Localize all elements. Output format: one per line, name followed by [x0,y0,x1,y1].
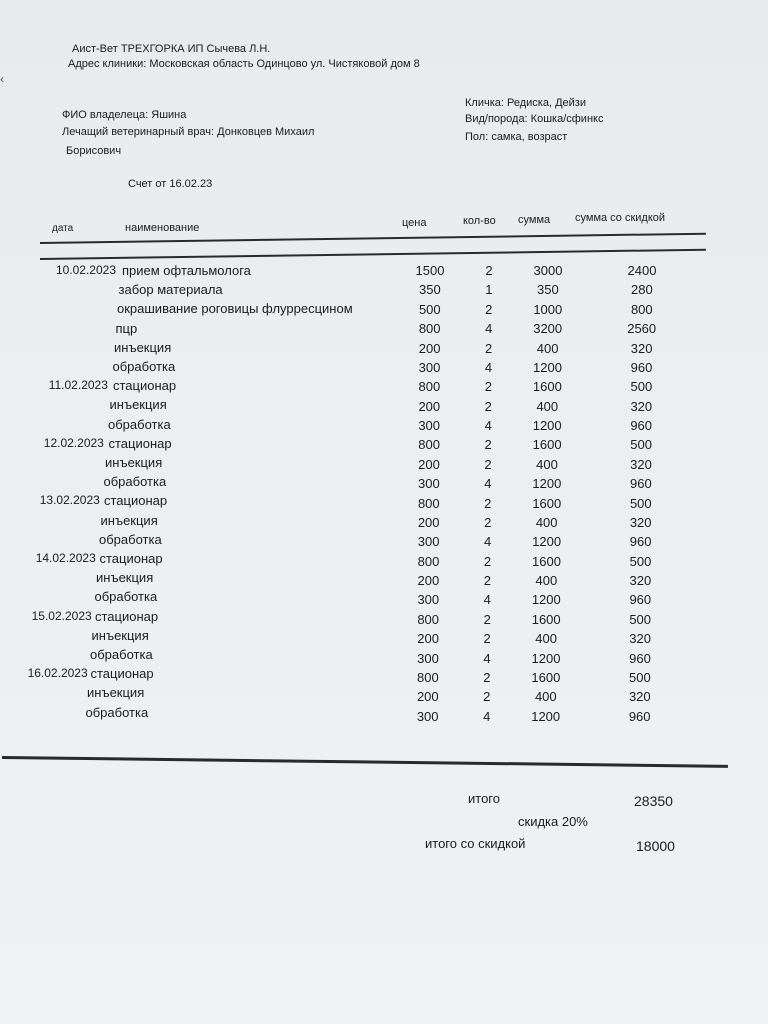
row-discounted-sum: 320 [630,398,653,414]
row-discounted-sum: 500 [630,437,652,453]
row-item-name: инъекция [114,339,172,355]
row-sum: 1200 [531,592,561,608]
row-sum: 400 [536,398,559,414]
row-date: 11.02.2023 [48,378,108,393]
col-header-price: цена [402,217,427,229]
total-value: 28350 [634,793,673,809]
row-date: 14.02.2023 [35,551,96,565]
row-price: 800 [417,611,440,627]
row-item-name: стационар [113,378,177,394]
table-row [0,359,768,377]
table-row [0,551,768,569]
row-item-name: инъекция [96,570,154,586]
row-item-name: стационар [99,551,163,566]
row-item-name: обработка [108,416,171,432]
doctor-name-line1: Лечащий ветеринарный врач: Донковцев Михаил [62,126,315,138]
row-qty: 2 [483,553,492,569]
row-item-name: стационар [104,493,168,509]
table-row [0,263,768,281]
table-row [0,493,768,511]
table-row [0,513,768,531]
table-row [0,666,768,684]
row-item-name: инъекция [100,512,158,528]
discounted-total-label: итого со скидкой [425,836,526,851]
row-sum: 1200 [532,476,562,492]
table-row [0,282,768,300]
row-qty: 4 [485,321,493,337]
row-sum: 1600 [532,437,562,453]
row-item-name: обработка [90,647,153,662]
table-row [0,685,768,703]
discounted-total-value: 18000 [636,838,675,854]
row-sum: 1600 [531,611,561,627]
row-price: 1500 [415,263,445,278]
row-qty: 2 [483,573,491,589]
row-sum: 1600 [532,495,562,511]
row-item-name: инъекция [105,455,163,470]
row-item-name: инъекция [109,397,167,413]
table-row [0,628,768,646]
row-price: 200 [418,398,441,414]
table-row [0,647,768,665]
row-price: 300 [416,708,439,724]
row-discounted-sum: 500 [629,611,652,627]
row-price: 800 [417,669,439,685]
row-price: 500 [418,301,441,317]
row-price: 800 [418,379,441,395]
row-date: 15.02.2023 [31,608,92,623]
table-row [0,378,768,396]
row-price: 300 [417,534,440,550]
row-qty: 2 [484,456,492,472]
doctor-name-line2: Борисович [66,145,122,157]
header-rule-top [40,233,706,244]
row-discounted-sum: 500 [630,379,653,395]
row-qty: 2 [483,631,491,647]
row-discounted-sum: 500 [629,495,652,511]
row-discounted-sum: 960 [629,650,651,666]
row-sum: 3000 [533,263,563,278]
row-price: 200 [418,340,441,356]
row-discounted-sum: 320 [629,573,652,589]
row-sum: 1600 [532,379,562,395]
row-discounted-sum: 320 [628,689,651,705]
row-item-name: обработка [94,589,158,605]
row-price: 800 [417,553,440,569]
pet-sex: Пол: самка, возраст [465,131,568,143]
row-discounted-sum: 960 [628,708,651,724]
row-discounted-sum: 320 [630,340,653,356]
margin-scratch-mark: ‹ [0,72,4,86]
row-sum: 400 [536,340,559,356]
clinic-name: Аист-Вет ТРЕХГОРКА ИП Сычева Л.Н. [72,43,271,55]
col-header-name: наименование [125,222,200,234]
row-price: 300 [418,476,440,492]
row-qty: 2 [483,669,491,685]
row-discounted-sum: 320 [630,456,652,472]
row-qty: 4 [483,592,491,608]
clinic-address: Адрес клиники: Московская область Одинцово ул. Чистяковой дом 8 [68,58,420,70]
row-qty: 2 [484,379,492,395]
row-sum: 3200 [533,321,563,337]
table-row [0,301,768,319]
table-end-rule [2,756,728,768]
row-item-name: обработка [99,531,162,547]
row-date: 10.02.2023 [55,263,116,277]
row-qty: 4 [484,418,492,434]
table-row [0,417,768,435]
row-sum: 400 [535,631,557,647]
row-qty: 4 [483,650,491,666]
row-item-name: инъекция [91,627,149,643]
row-sum: 1000 [533,301,563,317]
table-row [0,589,768,607]
row-item-name: стационар [90,666,154,682]
row-item-name: стационар [108,435,172,451]
row-sum: 350 [537,282,559,298]
row-price: 300 [417,592,440,608]
col-header-discounted: сумма со скидкой [575,212,666,224]
row-sum: 1200 [532,418,562,434]
row-price: 300 [418,359,441,375]
row-discounted-sum: 2400 [627,263,657,278]
row-price: 200 [417,573,440,589]
row-sum: 1200 [533,359,562,375]
row-item-name: обработка [85,704,149,720]
table-row [0,474,768,492]
row-sum: 1200 [532,534,562,550]
row-discounted-sum: 500 [629,553,652,569]
row-price: 800 [418,321,441,337]
row-qty: 2 [484,495,492,511]
row-date: 12.02.2023 [43,435,104,450]
row-price: 350 [419,282,441,298]
row-price: 300 [418,418,441,434]
row-item-name: стационар [95,608,159,624]
row-qty: 4 [484,476,492,492]
row-item-name: инъекция [87,685,145,701]
row-qty: 2 [484,398,492,414]
row-discounted-sum: 960 [630,476,652,492]
row-discounted-sum: 960 [629,534,652,550]
row-discounted-sum: 960 [630,418,653,434]
row-qty: 2 [485,263,493,278]
col-header-date: дата [52,223,74,234]
row-qty: 2 [484,340,493,356]
row-sum: 400 [534,689,557,705]
row-sum: 1600 [532,553,561,569]
header-rule-bottom [40,249,706,260]
table-row [0,609,768,627]
row-item-name: пцр [115,320,138,336]
row-price: 800 [417,495,440,511]
row-qty: 4 [484,359,493,375]
row-date: 16.02.2023 [27,666,88,681]
row-qty: 4 [483,534,492,550]
row-item-name: обработка [103,474,167,490]
row-sum: 1600 [531,669,561,685]
row-date: 13.02.2023 [39,493,100,508]
discount-label: скидка 20% [518,814,588,829]
row-price: 200 [417,631,439,647]
row-discounted-sum: 960 [629,592,652,608]
table-row [0,436,768,454]
table-row [0,570,768,588]
row-discounted-sum: 280 [631,282,653,298]
table-row [0,532,768,550]
row-price: 800 [418,437,440,453]
row-discounted-sum: 320 [629,514,652,530]
table-row [0,455,768,473]
row-qty: 2 [483,689,491,705]
pet-name: Кличка: Редиска, Дейзи [465,97,586,109]
row-qty: 2 [484,514,492,530]
pet-species: Вид/порода: Кошка/сфинкс [465,113,604,125]
col-header-qty: кол-во [463,215,496,227]
row-discounted-sum: 800 [630,301,653,317]
total-label: итого [468,791,500,806]
row-sum: 400 [535,573,558,589]
row-item-name: окрашивание роговицы флурресцином [117,301,353,317]
row-qty: 4 [483,708,491,724]
table-row [0,397,768,415]
row-item-name: забор материала [118,282,223,298]
row-sum: 1200 [531,650,561,666]
row-price: 200 [417,514,440,530]
row-sum: 400 [535,514,558,530]
table-row [0,321,768,339]
table-row [0,705,768,723]
row-price: 200 [416,689,439,705]
row-discounted-sum: 500 [629,669,651,685]
invoice-title: Счет от 16.02.23 [128,178,213,190]
row-qty: 2 [483,611,491,627]
col-header-sum: сумма [518,214,551,226]
owner-name: ФИО владелеца: Яшина [62,109,187,121]
row-discounted-sum: 2560 [627,321,657,337]
row-discounted-sum: 320 [629,631,651,647]
table-row [0,340,768,358]
row-discounted-sum: 960 [630,359,653,375]
row-qty: 1 [485,282,493,298]
row-sum: 400 [536,456,558,472]
row-price: 300 [417,650,439,666]
row-price: 200 [418,456,440,472]
row-qty: 2 [485,301,493,317]
row-item-name: обработка [112,359,176,374]
row-sum: 1200 [531,708,561,724]
row-item-name: прием офтальмолога [122,263,251,278]
row-qty: 2 [484,437,492,453]
